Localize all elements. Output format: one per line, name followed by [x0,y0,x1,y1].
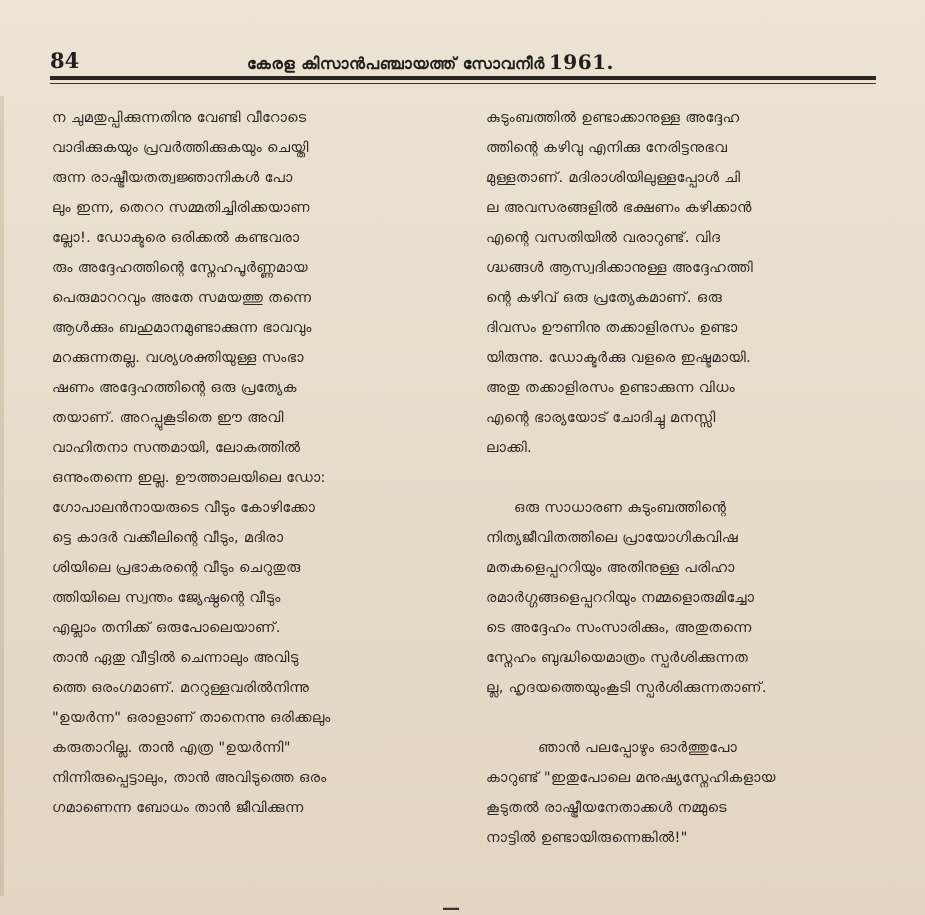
page-number: 84 [50,48,80,73]
paragraph-gap [486,463,881,493]
paragraph-gap [486,703,881,733]
text-line: മുള്ളതാണ്. മദിരാശിയിലുള്ളപ്പോൾ ചി [486,169,741,186]
text-line: ആൾക്കും ബഹുമാനമുണ്ടാക്കുന്ന ഭാവവും [52,319,312,336]
running-title [247,50,614,74]
text-line: ശിയിലെ പ്രഭാകരന്റെ വീടും ചെറുതുരു [52,559,301,576]
text-line: കുടുംബത്തിൽ ഉണ്ടാക്കാനുള്ള അദ്ദേഹ [486,109,740,126]
text-line: ദിവസം ഊണിനു തക്കാളിരസം ഉണ്ടാ [486,319,738,336]
text-line: ഒന്നുംതന്നെ ഇല്ല. ഊത്താലയിലെ ഡോ: [52,469,326,486]
paragraph-1 [486,103,881,463]
running-title-year: 1961. [548,50,614,74]
text-line: ഷണം അദ്ദേഹത്തിന്റെ ഒരു പ്രത്യേക [52,379,297,396]
text-line: ടെ അദ്ദേഹം സംസാരിക്കും, അതുതന്നെ [486,619,752,636]
running-title-text: കേരള കിസാൻപഞ്ചായത്ത് സോവനീർ [247,54,545,73]
text-line: മതകളെപ്പററിയും അതിനുള്ള പരിഹാ [486,559,735,576]
text-line: ട്ടെ കാദർ വക്കീലിന്റെ വീടും, മദിരാ [52,529,284,546]
right-column [486,103,881,853]
header-rule-thick [50,76,876,80]
footer-mark: — [442,902,460,915]
text-line: നിത്യജീവിതത്തിലെ പ്രായോഗികവിഷ [486,529,739,546]
text-line: മറക്കുന്നതല്ല. വശ്യശക്തിയുള്ള സംഭാ [52,349,304,366]
page-header [50,46,876,78]
text-line: ലും ഇന്ന, തെററ സമ്മതിച്ചിരിക്കയാണ [52,199,310,216]
text-line: പെരുമാററവും അതേ സമയത്തു തന്നെ [52,289,312,306]
text-line: താൻ ഏതു വീട്ടിൽ ചെന്നാലും അവിടു [52,649,299,666]
text-line: ഗോപാലൻനായരുടെ വീടും കോഴിക്കോ [52,499,316,516]
text-line: സ്നേഹം ബുദ്ധിയെമാത്രം സ്പർശിക്കുന്നത [486,649,749,666]
text-line: അതു തക്കാളിരസം ഉണ്ടാക്കുന്ന വിധം [486,379,736,396]
text-line: എല്ലാം തനിക്ക് ഒരുപോലെയാണ്. [52,619,281,636]
text-line: ല്ല, ഹൃദയത്തെയുംകൂടി സ്പർശിക്കുന്നതാണ്. [486,679,767,696]
text-line: ഗമാണെന്ന ബോധം താൻ ജീവിക്കുന്ന [52,799,304,816]
text-line: ഗ്ദ്ധങ്ങൾ ആസ്വദിക്കാനുള്ള അദ്ദേഹത്തി [486,259,754,276]
text-line: ത്തിയിലെ സ്വന്തം ജ്യേഷ്ഠന്റെ വീടും [52,589,281,606]
text-line: ല അവസരങ്ങളിൽ ഭക്ഷണം കഴിക്കാൻ [486,199,752,216]
page-edge-shadow [0,96,4,896]
text-line: കൂടുതൽ രാഷ്ട്രീയനേതാക്കൾ നമ്മുടെ [486,799,727,816]
text-line: ല്ലോ!. ഡോക്ടരെ ഒരിക്കൽ കണ്ടവരാ [52,229,300,246]
text-line: നാട്ടിൽ ഉണ്ടായിരുന്നെങ്കിൽ!" [486,829,688,846]
text-line: രും അദ്ദേഹത്തിന്റെ സ്നേഹപൂർണ്ണമായ [52,259,308,276]
text-line: എന്റെ വസതിയിൽ വരാറുണ്ട്. വിദ [486,229,721,246]
text-line: ന്റെ കഴിവ് ഒരു പ്രത്യേകമാണ്. ഒരു [486,289,723,306]
header-rule-thin [50,83,876,84]
text-line: "ഉയർന്ന" ഒരാളാണ് താനെന്നു ഒരിക്കലും [52,709,331,726]
text-line: ഞാൻ പലപ്പോഴും ഓർത്തുപോ [538,739,738,756]
text-line: യിരുന്നു. ഡോക്ടർക്കു വളരെ ഇഷ്ടമായി. [486,349,752,366]
text-line: എന്റെ ഭാര്യയോട് ചോദിച്ചു മനസ്സി [486,409,716,426]
text-line: ത്തെ ഒരംഗമാണ്. മററുള്ളവരിൽനിന്നു [52,679,310,696]
text-line: കരുതാറില്ല. താൻ എത്ര "ഉയർന്നി" [52,739,291,756]
text-line: ന ചുമതുപ്പിക്കുന്നതിനു വേണ്ടി വീറോടെ [52,109,307,126]
text-line: ലാക്കി. [486,439,532,456]
paragraph-3 [486,733,881,853]
text-line: കാറുണ്ട് "ഇതുപോലെ മനുഷ്യസ്നേഹികളായ [486,769,776,786]
text-line: ത്തിന്റെ കഴിവു എനിക്കു നേരിട്ടനുഭവ [486,139,728,156]
text-line: വാഹിതനാ സന്തമായി, ലോകത്തിൽ [52,439,301,456]
text-line: നിന്നിരുപ്പെട്ടാലും, താൻ അവിടുത്തെ ഒരം [52,769,327,786]
text-line: രമാർഗ്ഗങ്ങളെപ്പററിയും നമ്മളൊരുമിച്ചോ [486,589,755,606]
text-line: വാദിക്കുകയും പ്രവർത്തിക്കുകയും ചെയ്തി [52,139,309,156]
paragraph-2 [486,493,881,703]
text-line: ഒരു സാധാരണ കുടുംബത്തിന്റെ [514,499,727,516]
text-line: തയാണ്. അറപ്പുകൂടിതെ ഈ അവി [52,409,284,426]
left-column [52,103,444,823]
text-line: രുന്ന രാഷ്ട്രീയതത്വജ്ഞാനികൾ പോ [52,169,293,186]
